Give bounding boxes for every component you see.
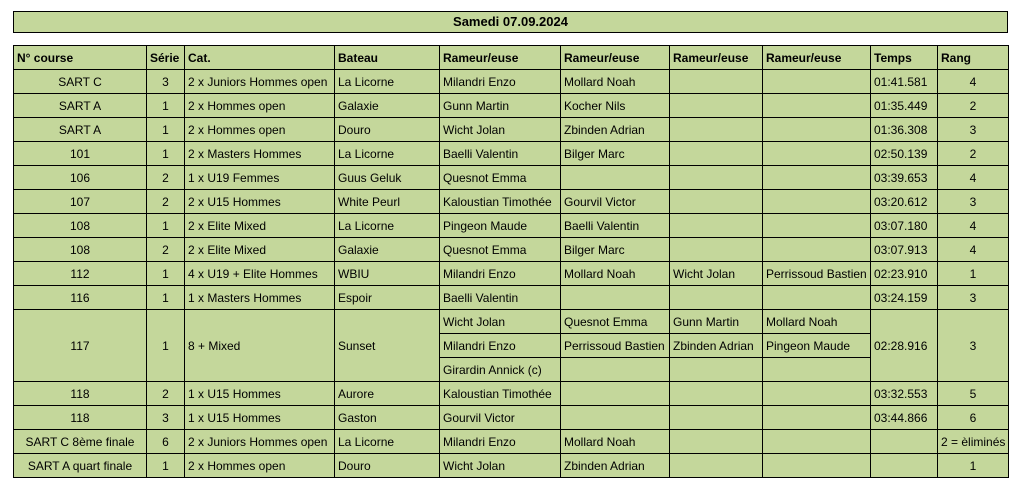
rower-1-cell: Milandri Enzo	[440, 334, 561, 358]
course-cell: 101	[14, 142, 147, 166]
header-rameur-1: Rameur/euse	[440, 46, 561, 70]
time-cell: 03:24.159	[871, 286, 938, 310]
rank-cell: 2	[938, 142, 1009, 166]
rower-4-cell	[763, 430, 871, 454]
course-cell: 112	[14, 262, 147, 286]
boat-cell: Espoir	[335, 286, 440, 310]
rower-2-cell: Mollard Noah	[561, 262, 670, 286]
rower-2-cell: Baelli Valentin	[561, 214, 670, 238]
rower-2-cell: Gourvil Victor	[561, 190, 670, 214]
serie-cell: 1	[147, 94, 185, 118]
time-cell	[871, 430, 938, 454]
rower-2-cell	[561, 166, 670, 190]
category-cell: 2 x Juniors Hommes open	[185, 70, 335, 94]
rower-3-cell	[670, 70, 763, 94]
time-cell: 03:20.612	[871, 190, 938, 214]
rower-1-cell: Milandri Enzo	[440, 262, 561, 286]
time-cell	[871, 454, 938, 478]
category-cell: 1 x U15 Hommes	[185, 382, 335, 406]
category-cell: 2 x Masters Hommes	[185, 142, 335, 166]
boat-cell: Sunset	[335, 310, 440, 382]
rower-2-cell: Zbinden Adrian	[561, 118, 670, 142]
boat-cell: Douro	[335, 454, 440, 478]
category-cell: 8 + Mixed	[185, 310, 335, 382]
rower-4-cell: Pingeon Maude	[763, 334, 871, 358]
serie-cell: 3	[147, 406, 185, 430]
course-cell: 106	[14, 166, 147, 190]
category-cell: 1 x Masters Hommes	[185, 286, 335, 310]
header-rameur-3: Rameur/euse	[670, 46, 763, 70]
header-rang: Rang	[938, 46, 1009, 70]
serie-cell: 3	[147, 70, 185, 94]
rower-4-cell	[763, 454, 871, 478]
serie-cell: 1	[147, 454, 185, 478]
header-course: N° course	[14, 46, 147, 70]
rower-4-cell: Perrissoud Bastien	[763, 262, 871, 286]
rower-1-cell: Wicht Jolan	[440, 118, 561, 142]
category-cell: 2 x Elite Mixed	[185, 238, 335, 262]
table-row	[14, 238, 1009, 262]
course-cell: 108	[14, 238, 147, 262]
rower-1-cell: Quesnot Emma	[440, 166, 561, 190]
rank-cell: 4	[938, 70, 1009, 94]
rank-cell: 1	[938, 262, 1009, 286]
rank-cell: 4	[938, 166, 1009, 190]
rower-3-cell	[670, 214, 763, 238]
table-row	[14, 454, 1009, 478]
rank-cell: 3	[938, 190, 1009, 214]
rower-2-cell	[561, 406, 670, 430]
header-bateau: Bateau	[335, 46, 440, 70]
rower-1-cell: Milandri Enzo	[440, 430, 561, 454]
course-cell: 108	[14, 214, 147, 238]
table-row	[14, 142, 1009, 166]
rower-1-cell: Kaloustian Timothée	[440, 382, 561, 406]
rower-3-cell: Wicht Jolan	[670, 262, 763, 286]
rower-1-cell: Milandri Enzo	[440, 70, 561, 94]
rower-3-cell	[670, 238, 763, 262]
table-row	[14, 190, 1009, 214]
results-body	[14, 70, 1009, 478]
rower-4-cell	[763, 382, 871, 406]
rank-cell: 3	[938, 118, 1009, 142]
rower-3-cell: Zbinden Adrian	[670, 334, 763, 358]
boat-cell: La Licorne	[335, 430, 440, 454]
rower-4-cell	[763, 238, 871, 262]
course-cell: SART C 8ème finale	[14, 430, 147, 454]
rower-4-cell	[763, 190, 871, 214]
time-cell: 03:44.866	[871, 406, 938, 430]
serie-cell: 1	[147, 118, 185, 142]
table-row	[14, 310, 1009, 334]
rower-4-cell	[763, 118, 871, 142]
rower-2-cell: Perrissoud Bastien	[561, 334, 670, 358]
boat-cell: La Licorne	[335, 142, 440, 166]
category-cell: 2 x Hommes open	[185, 118, 335, 142]
course-cell: 118	[14, 406, 147, 430]
rower-3-cell	[670, 382, 763, 406]
rower-3-cell	[670, 454, 763, 478]
serie-cell: 2	[147, 166, 185, 190]
boat-cell: Douro	[335, 118, 440, 142]
rower-1-cell: Wicht Jolan	[440, 310, 561, 334]
rower-2-cell: Bilger Marc	[561, 238, 670, 262]
course-cell: 117	[14, 310, 147, 382]
rower-3-cell	[670, 430, 763, 454]
rower-2-cell: Quesnot Emma	[561, 310, 670, 334]
table-row	[14, 70, 1009, 94]
header-rameur-2: Rameur/euse	[561, 46, 670, 70]
rower-3-cell	[670, 94, 763, 118]
rower-2-cell	[561, 358, 670, 382]
time-cell: 03:07.180	[871, 214, 938, 238]
rank-cell: 5	[938, 382, 1009, 406]
rank-cell: 4	[938, 238, 1009, 262]
table-row	[14, 166, 1009, 190]
page-title: Samedi 07.09.2024	[13, 11, 1008, 33]
rower-1-cell: Baelli Valentin	[440, 286, 561, 310]
category-cell: 2 x Hommes open	[185, 94, 335, 118]
rower-4-cell: Mollard Noah	[763, 310, 871, 334]
category-cell: 2 x Juniors Hommes open	[185, 430, 335, 454]
rower-2-cell: Zbinden Adrian	[561, 454, 670, 478]
serie-cell: 1	[147, 142, 185, 166]
boat-cell: La Licorne	[335, 214, 440, 238]
rower-3-cell	[670, 406, 763, 430]
rower-4-cell	[763, 286, 871, 310]
serie-cell: 1	[147, 286, 185, 310]
rower-2-cell: Mollard Noah	[561, 70, 670, 94]
rower-2-cell: Kocher Nils	[561, 94, 670, 118]
rank-cell: 6	[938, 406, 1009, 430]
rank-cell: 2 = èliminés	[938, 430, 1009, 454]
table-row	[14, 118, 1009, 142]
category-cell: 2 x U15 Hommes	[185, 190, 335, 214]
serie-cell: 1	[147, 310, 185, 382]
rower-4-cell	[763, 166, 871, 190]
serie-cell: 1	[147, 214, 185, 238]
time-cell: 01:41.581	[871, 70, 938, 94]
header-temps: Temps	[871, 46, 938, 70]
rower-2-cell	[561, 286, 670, 310]
rower-4-cell	[763, 142, 871, 166]
rank-cell: 1	[938, 454, 1009, 478]
time-cell: 03:32.553	[871, 382, 938, 406]
course-cell: SART A	[14, 118, 147, 142]
serie-cell: 1	[147, 262, 185, 286]
time-cell: 01:36.308	[871, 118, 938, 142]
rank-cell: 4	[938, 214, 1009, 238]
table-row	[14, 406, 1009, 430]
time-cell: 03:07.913	[871, 238, 938, 262]
boat-cell: La Licorne	[335, 70, 440, 94]
rower-1-cell: Baelli Valentin	[440, 142, 561, 166]
serie-cell: 6	[147, 430, 185, 454]
rower-3-cell: Gunn Martin	[670, 310, 763, 334]
boat-cell: Guus Geluk	[335, 166, 440, 190]
rank-cell: 2	[938, 94, 1009, 118]
rank-cell: 3	[938, 310, 1009, 382]
table-row	[14, 94, 1009, 118]
rank-cell: 3	[938, 286, 1009, 310]
serie-cell: 2	[147, 190, 185, 214]
course-cell: SART A quart finale	[14, 454, 147, 478]
boat-cell: WBIU	[335, 262, 440, 286]
time-cell: 02:28.916	[871, 310, 938, 382]
table-row	[14, 430, 1009, 454]
time-cell: 02:50.139	[871, 142, 938, 166]
rower-3-cell	[670, 118, 763, 142]
rower-1-cell: Quesnot Emma	[440, 238, 561, 262]
time-cell: 03:39.653	[871, 166, 938, 190]
course-cell: SART A	[14, 94, 147, 118]
rower-4-cell	[763, 406, 871, 430]
course-cell: 118	[14, 382, 147, 406]
rower-2-cell: Bilger Marc	[561, 142, 670, 166]
rower-1-cell: Girardin Annick (c)	[440, 358, 561, 382]
rower-2-cell: Mollard Noah	[561, 430, 670, 454]
table-row	[14, 382, 1009, 406]
table-row	[14, 262, 1009, 286]
header-serie: Série	[147, 46, 185, 70]
serie-cell: 2	[147, 238, 185, 262]
rower-1-cell: Pingeon Maude	[440, 214, 561, 238]
rower-3-cell	[670, 286, 763, 310]
rower-4-cell	[763, 70, 871, 94]
rower-1-cell: Wicht Jolan	[440, 454, 561, 478]
rower-3-cell	[670, 142, 763, 166]
results-table	[13, 45, 1009, 478]
time-cell: 02:23.910	[871, 262, 938, 286]
boat-cell: White Peurl	[335, 190, 440, 214]
rower-4-cell	[763, 358, 871, 382]
rower-2-cell	[561, 382, 670, 406]
category-cell: 1 x U15 Hommes	[185, 406, 335, 430]
rower-1-cell: Gourvil Victor	[440, 406, 561, 430]
boat-cell: Gaston	[335, 406, 440, 430]
rower-1-cell: Kaloustian Timothée	[440, 190, 561, 214]
rower-4-cell	[763, 214, 871, 238]
course-cell: 107	[14, 190, 147, 214]
category-cell: 2 x Hommes open	[185, 454, 335, 478]
rower-3-cell	[670, 166, 763, 190]
time-cell: 01:35.449	[871, 94, 938, 118]
category-cell: 1 x U19 Femmes	[185, 166, 335, 190]
serie-cell: 2	[147, 382, 185, 406]
boat-cell: Galaxie	[335, 94, 440, 118]
category-cell: 2 x Elite Mixed	[185, 214, 335, 238]
rower-3-cell	[670, 190, 763, 214]
table-row	[14, 214, 1009, 238]
header-rameur-4: Rameur/euse	[763, 46, 871, 70]
rower-1-cell: Gunn Martin	[440, 94, 561, 118]
header-cat: Cat.	[185, 46, 335, 70]
course-cell: 116	[14, 286, 147, 310]
header-row	[14, 46, 1009, 70]
category-cell: 4 x U19 + Elite Hommes	[185, 262, 335, 286]
course-cell: SART C	[14, 70, 147, 94]
rower-4-cell	[763, 94, 871, 118]
boat-cell: Galaxie	[335, 238, 440, 262]
table-row	[14, 286, 1009, 310]
rower-3-cell	[670, 358, 763, 382]
boat-cell: Aurore	[335, 382, 440, 406]
